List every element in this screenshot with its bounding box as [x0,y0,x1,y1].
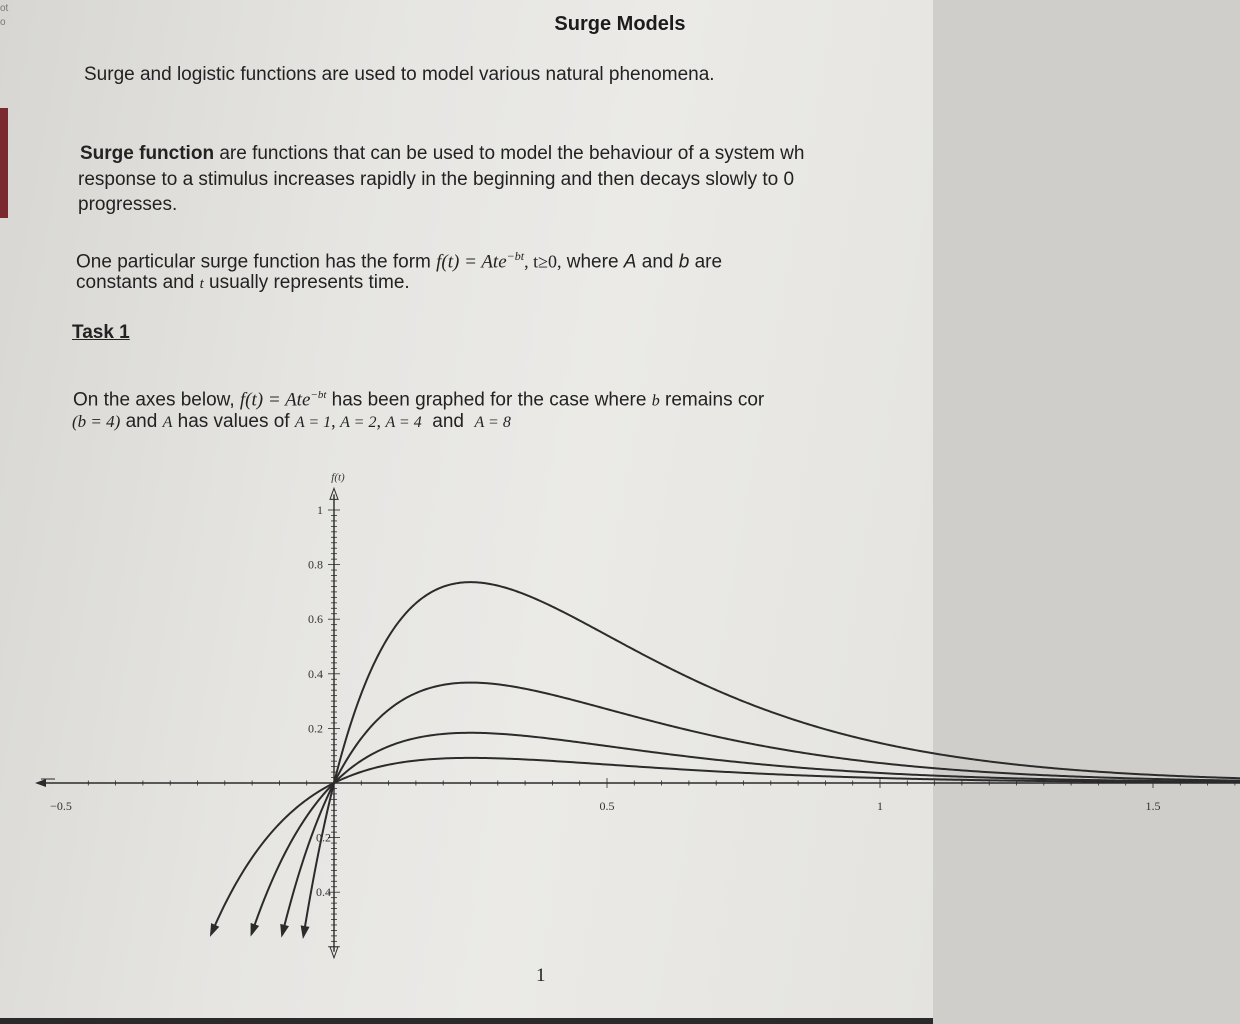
form-formula: f(t) = Ate [436,251,507,273]
task-value-A4: A = 4 [385,414,422,431]
surge-curve-A4 [282,683,1240,935]
task-and: and [120,411,163,432]
form-condition: , t≥0, [524,251,562,272]
surge-paragraph-line-3: progresses. [78,194,178,215]
x-tick-label: 1 [877,799,883,813]
y-tick-label: 0.2 [308,721,323,736]
task-line-1-end: remains cor [659,389,765,411]
task-value-A1: A = 1 [294,414,332,431]
y-neg-tick-label: 0.4 [316,885,331,900]
chart-curves [210,582,1240,939]
surge-curve-arrow-A1 [210,923,219,937]
task-line-1-text: On the axes below, [73,389,240,411]
task-formula: f(t) = Ate [239,389,311,411]
surge-line-1-rest: are functions that can be used to model the behaviour of a system wh [214,143,805,164]
task-paragraph-line-2: (b = 4) and A has values of A = 1, A = 2, A = 4 and A = 8 [72,411,511,432]
x-tick-label: 0.5 [599,799,615,813]
y-tick-label: 1 [317,503,323,517]
surge-curve-arrow-A2 [251,923,260,937]
chart-axes [35,488,1240,957]
task-A: A [162,414,173,431]
corner-text-1: ot [0,3,9,14]
form-t: t [199,276,204,292]
x-tick-label: −0.5 [50,799,72,813]
page-number: 1 [536,965,546,986]
task-formula-exponent: −bt [310,389,327,401]
task-and-2: and [432,411,464,432]
task-value-A8: A = 8 [474,414,511,431]
y-tick-label: 0.4 [308,666,323,681]
form-A: A [623,251,637,273]
form-and: and [636,251,679,273]
y-neg-tick-label: 0.2 [316,830,331,845]
bottom-bar [0,1018,933,1024]
task-1-heading: Task 1 [72,322,130,343]
form-line-2-rest: usually represents time. [203,272,410,293]
intro-paragraph: Surge and logistic functions are used to model various natural phenomena. [84,64,715,85]
surge-function-bold: Surge function [80,143,215,164]
surge-curve-A1 [211,758,1240,934]
form-line-2-text: constants and [76,272,200,293]
form-line-1-text: One particular surge function has the form [76,251,437,273]
task-line-1-middle: has been graphed for the case where [326,389,652,411]
x-axis-arrow-left [35,779,46,787]
form-b: b [678,251,690,273]
form-are: are [689,251,723,273]
form-formula-exponent: −bt [506,249,525,263]
task-value-A2: A = 2 [340,414,377,431]
surge-paragraph-line-2: response to a stimulus increases rapidly in the beginning and then decays slowly to 0 [78,169,795,190]
chart-labels [50,471,1240,899]
surge-curve-arrow-A4 [280,924,289,938]
surge-curve-arrow-A8 [301,925,310,939]
y-axis-label: f(t) [331,471,345,484]
x-tick-label: 1.5 [1145,799,1161,813]
form-where: where [561,251,624,273]
corner-text-2: o [0,17,6,28]
y-tick-label: 0.6 [308,612,323,627]
page-title: Surge Models [554,13,686,35]
task-b-equals-4: (b = 4) [72,412,121,431]
y-tick-label: 0.8 [308,557,323,572]
task-b: b [651,392,660,410]
task-has-values: has values of [172,411,295,432]
